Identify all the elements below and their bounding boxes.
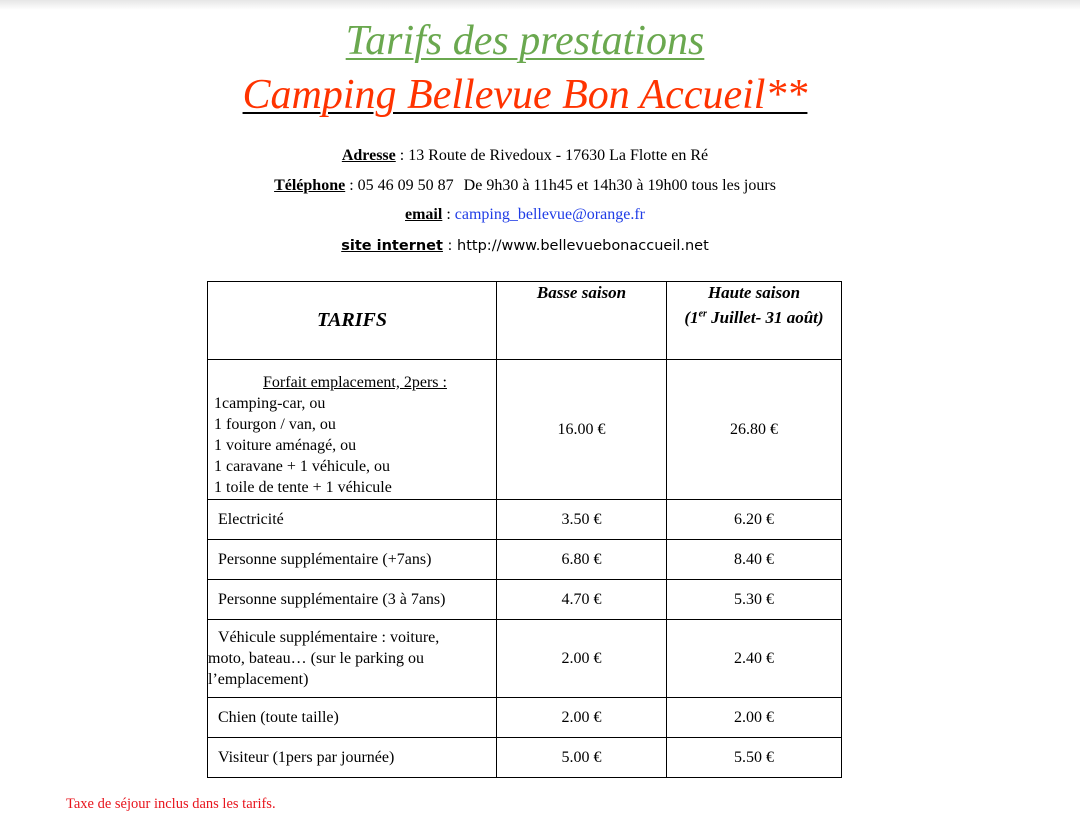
website-line: [0, 236, 1050, 256]
email-line: [0, 205, 1050, 225]
vehicle-label: [208, 620, 497, 698]
row-high-price: 5.50 €: [667, 738, 842, 778]
address-line: [0, 146, 1050, 166]
row-label: Personne supplémentaire (3 à 7ans): [208, 580, 497, 620]
table-row: [208, 738, 842, 778]
row-high-price: 5.30 €: [667, 580, 842, 620]
forfait-line: 1 caravane + 1 véhicule, ou: [214, 458, 391, 475]
table-row: [208, 698, 842, 738]
row-low-price: 2.00 €: [497, 698, 667, 738]
vehicle-line: Véhicule supplémentaire : voiture,: [218, 629, 440, 646]
row-low-price: 4.70 €: [497, 580, 667, 620]
email-link[interactable]: camping_bellevue@orange.fr: [454, 206, 645, 223]
vehicle-line: moto, bateau… (sur le parking ou: [208, 650, 424, 667]
header-high-season-label: Haute saison: [707, 283, 801, 302]
viewer-top-shadow: [0, 0, 1080, 10]
table-row: [208, 580, 842, 620]
row-high-price: 2.00 €: [667, 698, 842, 738]
address-value: : 13 Route de Rivedoux - 17630 La Flotte en Ré: [395, 147, 709, 164]
vehicle-line: l’emplacement): [208, 671, 309, 688]
price-table: [207, 281, 842, 778]
phone-hours: De 9h30 à 11h45 et 14h30 à 19h00 tous les jours: [463, 177, 776, 194]
forfait-line: 1 toile de tente + 1 véhicule: [214, 479, 392, 496]
table-row: [208, 360, 842, 500]
table-row: [208, 500, 842, 540]
row-low-price: 6.80 €: [497, 540, 667, 580]
forfait-low-price: 16.00 €: [497, 360, 667, 500]
phone-value: : 05 46 09 50 87: [345, 177, 454, 194]
vehicle-high-price: 2.40 €: [667, 620, 842, 698]
row-high-price: 6.20 €: [667, 500, 842, 540]
email-label: email: [405, 206, 443, 223]
document-title: Tarifs des prestations: [345, 18, 705, 64]
tax-note: Taxe de séjour inclus dans les tarifs.: [66, 796, 276, 812]
table-row: [208, 540, 842, 580]
email-separator: :: [442, 206, 455, 223]
forfait-line: 1 voiture aménagé, ou: [214, 437, 357, 454]
address-label: Adresse: [341, 147, 396, 164]
header-low-season: Basse saison: [497, 282, 667, 360]
header-high-season-dates: (1er Juillet- 31 août): [684, 307, 824, 327]
row-low-price: 5.00 €: [497, 738, 667, 778]
forfait-heading: Forfait emplacement, 2pers :: [263, 374, 447, 391]
table-header-row: [208, 282, 842, 360]
row-label: Personne supplémentaire (+7ans): [208, 540, 497, 580]
phone-label: Téléphone: [274, 177, 346, 194]
forfait-label: [208, 360, 497, 500]
header-high-season: [667, 282, 842, 360]
phone-line: [0, 176, 1050, 196]
website-value: : http://www.bellevuebonaccueil.net: [442, 238, 709, 254]
row-label: Electricité: [208, 500, 497, 540]
row-low-price: 3.50 €: [497, 500, 667, 540]
vehicle-low-price: 2.00 €: [497, 620, 667, 698]
row-high-price: 8.40 €: [667, 540, 842, 580]
forfait-line: 1 fourgon / van, ou: [214, 416, 336, 433]
row-label: Visiteur (1pers par journée): [208, 738, 497, 778]
header-tarifs: TARIFS: [208, 282, 497, 360]
table-row: [208, 620, 842, 698]
forfait-high-price: 26.80 €: [667, 360, 842, 500]
forfait-line: 1camping-car, ou: [214, 395, 326, 412]
website-label: site internet: [341, 238, 443, 254]
row-label: Chien (toute taille): [208, 698, 497, 738]
campsite-name: Camping Bellevue Bon Accueil**: [242, 72, 808, 118]
